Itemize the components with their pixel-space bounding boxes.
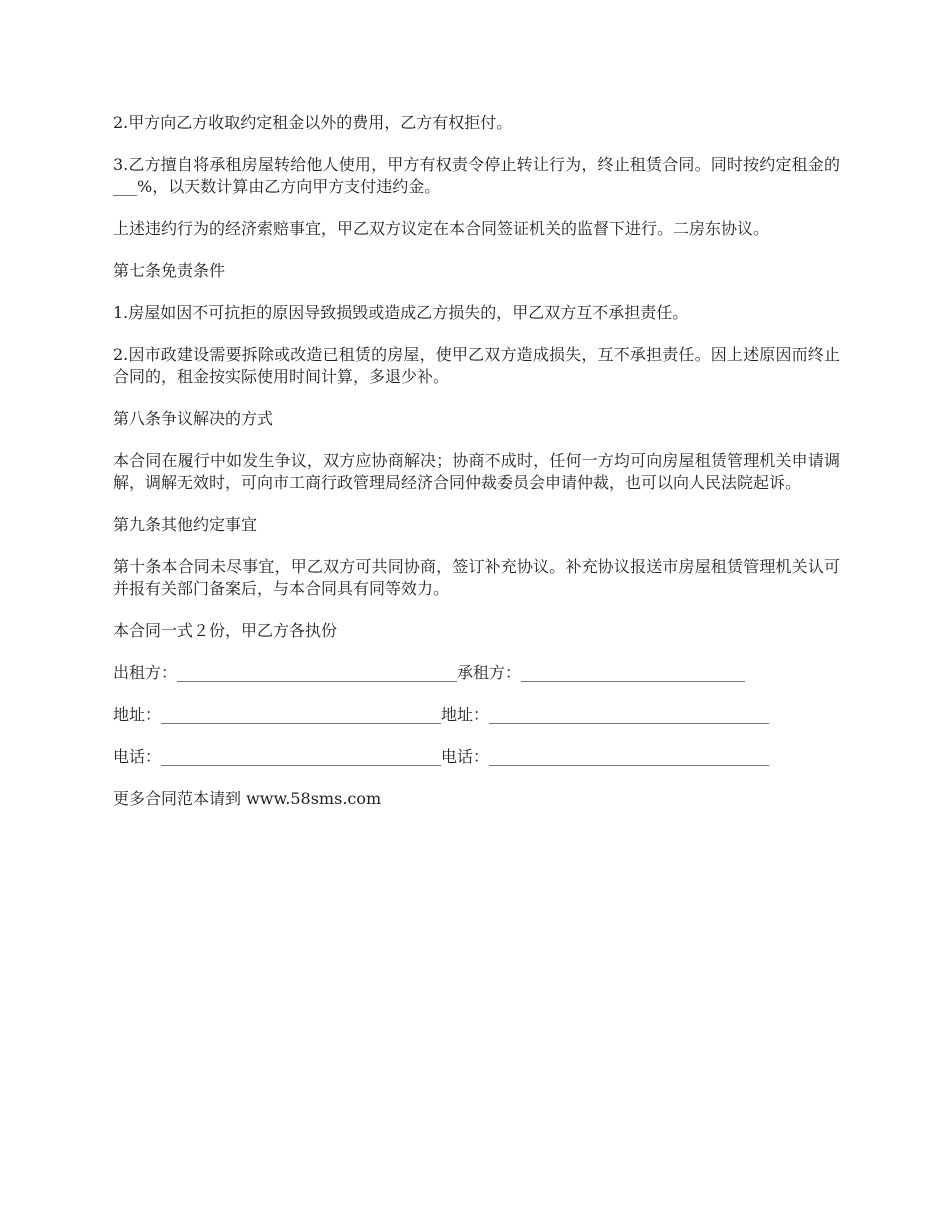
clause-sublease-penalty: 3.乙方擅自将承租房屋转给他人使用，甲方有权责令停止转让行为，终止租赁合同。同时按约定租金的___%，以天数计算由乙方向甲方支付违约金。 <box>113 155 840 196</box>
heading-article-8: 第八条争议解决的方式 <box>113 409 274 428</box>
clause-force-majeure: 1.房屋如因不可抗拒的原因导致损毁或造成乙方损失的，甲乙双方互不承担责任。 <box>113 303 689 322</box>
contract-document <box>113 112 840 830</box>
copies-note: 本合同一式２份，甲乙方各执份 <box>113 621 338 640</box>
footer-more-templates: 更多合同范本请到 www.58sms.com <box>113 789 382 808</box>
signature-address: 地址：___________________________________地址：___________________________________ <box>113 705 770 724</box>
signature-phone: 电话：___________________________________电话：___________________________________ <box>113 747 770 766</box>
heading-article-7: 第七条免责条件 <box>113 261 226 280</box>
clause-article-10: 第十条本合同未尽事宜，甲乙双方可共同协商，签订补充协议。补充协议报送市房屋租赁管理机关认可并报有关部门备案后，与本合同具有同等效力。 <box>113 557 840 598</box>
clause-extra-fees: 2.甲方向乙方收取约定租金以外的费用，乙方有权拒付。 <box>113 113 513 132</box>
clause-municipal-demolition: 2.因市政建设需要拆除或改造已租赁的房屋，使甲乙双方造成损失，互不承担责任。因上述原因而终止合同的，租金按实际使用时间计算，多退少补。 <box>113 345 840 386</box>
clause-claims-supervision: 上述违约行为的经济索赔事宜，甲乙双方议定在本合同签证机关的监督下进行。二房东协议。 <box>113 219 770 238</box>
heading-article-9: 第九条其他约定事宜 <box>113 515 258 534</box>
signature-lessor-lessee: 出租方：___________________________________承租方：____________________________ <box>113 663 746 682</box>
clause-dispute-resolution: 本合同在履行中如发生争议，双方应协商解决；协商不成时，任何一方均可向房屋租赁管理机关申请调解，调解无效时，可向市工商行政管理局经济合同仲裁委员会申请仲裁，也可以向人民法院起诉。 <box>113 451 840 492</box>
